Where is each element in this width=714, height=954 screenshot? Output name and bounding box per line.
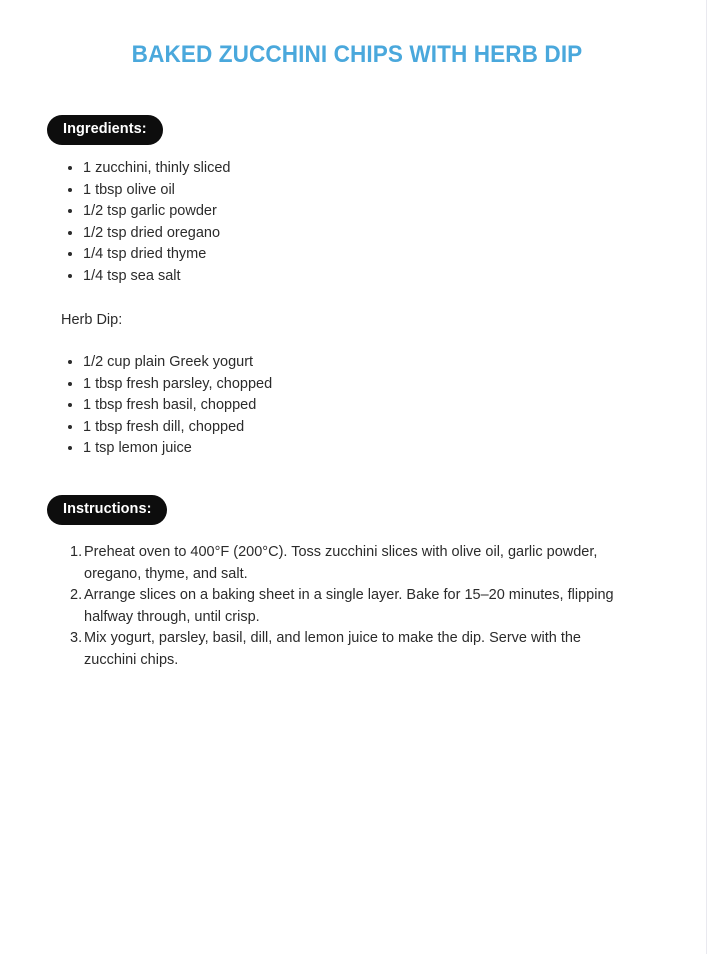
list-item: • 1 tbsp fresh parsley, chopped xyxy=(83,374,643,396)
instructions-section-header xyxy=(47,495,167,525)
list-item: Preheat oven to 400°F (200°C). Toss zucchini slices with olive oil, garlic powder, oregano, thyme, and salt. xyxy=(84,544,598,582)
ingredients-section-header xyxy=(47,115,163,145)
list-item: • 1/2 cup plain Greek yogurt xyxy=(83,352,643,374)
list-item: • 1/2 tsp dried oregano xyxy=(83,223,643,245)
ingredients-heading-badge: Ingredients: xyxy=(47,115,163,145)
list-item: • 1 tbsp olive oil xyxy=(83,180,643,202)
list-item: • 1/4 tsp sea salt xyxy=(83,266,643,288)
instructions-heading-badge: Instructions: xyxy=(47,495,167,525)
list-item: Arrange slices on a baking sheet in a single layer. Bake for 15–20 minutes, flipping halfway through, until crisp. xyxy=(84,587,614,625)
list-item: • 1 tsp lemon juice xyxy=(83,438,643,460)
list-item: • 1 zucchini, thinly sliced xyxy=(83,158,643,180)
instructions-list xyxy=(62,542,624,671)
list-item: • 1 tbsp fresh basil, chopped xyxy=(83,395,643,417)
list-item: • 1/4 tsp dried thyme xyxy=(83,244,643,266)
list-item: • 1 tbsp fresh dill, chopped xyxy=(83,417,643,439)
ingredients-list xyxy=(62,158,643,287)
page-right-edge-rule xyxy=(706,0,707,954)
list-item: • 1/2 tsp garlic powder xyxy=(83,201,643,223)
page-title: BAKED ZUCCHINI CHIPS WITH HERB DIP xyxy=(131,41,583,69)
herb-dip-ingredients-list xyxy=(62,352,643,460)
list-item: Mix yogurt, parsley, basil, dill, and lemon juice to make the dip. Serve with the zucchini chips. xyxy=(84,630,581,668)
herb-dip-subsection-label: Herb Dip: xyxy=(61,312,123,328)
